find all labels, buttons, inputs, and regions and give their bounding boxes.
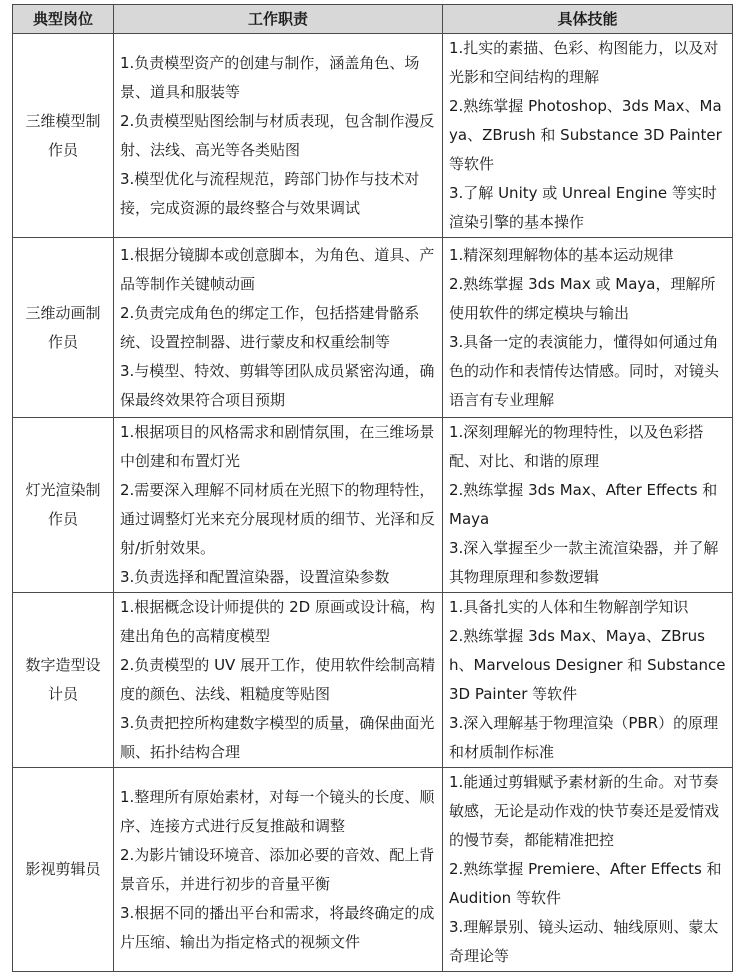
skills-cell	[443, 34, 733, 238]
skills-cell	[443, 238, 733, 418]
header-role: 典型岗位	[13, 5, 114, 34]
skill-item: 3.具备一定的表演能力，懂得如何通过角色的动作和表情传达情感。同时，对镜头语言有专业理解	[449, 332, 720, 409]
skill-item: 3.深入理解基于物理渲染（PBR）的原理和材质制作标准	[449, 714, 719, 761]
job-skills-table	[12, 4, 733, 972]
role-cell: 影视剪辑员	[13, 768, 114, 972]
table-row	[13, 34, 733, 238]
skill-item: 1.能通过剪辑赋予素材新的生命。对节奏敏感，无论是动作戏的快节奏还是爱情戏的慢节奏，都能精准把控	[449, 773, 720, 849]
duty-item: 3.负责把控所构建数字模型的质量，确保曲面光顺、拓扑结构合理	[120, 714, 435, 761]
skill-item: 1.具备扎实的人体和生物解剖学知识	[449, 598, 689, 616]
duty-item: 3.模型优化与流程规范，跨部门协作与技术对接，完成资源的最终整合与效果调试	[120, 169, 420, 217]
duty-item: 1.整理所有原始素材，对每一个镜头的长度、顺序、连接方式进行反复推敲和调整	[120, 787, 435, 835]
skill-item: 2.熟练掌握 3ds Max、Maya、ZBrush、Marvelous Designer 和 Substance 3D Painter 等软件	[449, 627, 726, 703]
role-cell: 数字造型设计员	[13, 593, 114, 768]
skill-item: 3.理解景别、镜头运动、轴线原则、蒙太奇理论等	[449, 918, 719, 965]
table-row	[13, 238, 733, 418]
role-cell: 灯光渲染制作员	[13, 418, 114, 593]
duties-cell	[114, 418, 443, 593]
skills-cell	[443, 768, 733, 972]
duty-item: 3.负责选择和配置渲染器，设置渲染参数	[120, 568, 390, 586]
duty-item: 1.根据分镜脚本或创意脚本，为角色、道具、产品等制作关键帧动画	[120, 245, 435, 293]
skill-item: 2.熟练掌握 3ds Max 或 Maya，理解所使用软件的绑定模块与输出	[449, 274, 716, 322]
duty-item: 1.负责模型资产的创建与制作，涵盖角色、场景、道具和服装等	[120, 53, 420, 101]
header-duties: 工作职责	[114, 5, 443, 34]
duties-cell	[114, 238, 443, 418]
duty-item: 2.需要深入理解不同材质在光照下的物理特性，通过调整灯光来充分展现材质的细节、光泽和反射/折射效果。	[120, 481, 436, 557]
duties-cell	[114, 593, 443, 768]
header-row	[13, 5, 733, 34]
skills-cell	[443, 593, 733, 768]
skill-item: 1.扎实的素描、色彩、构图能力，以及对光影和空间结构的理解	[449, 39, 719, 86]
duties-cell	[114, 768, 443, 972]
skill-item: 2.熟练掌握 Premiere、After Effects 和 Audition 等软件	[449, 860, 722, 907]
header-skills: 具体技能	[443, 5, 733, 34]
skill-item: 3.了解 Unity 或 Unreal Engine 等实时渲染引擎的基本操作	[449, 184, 717, 231]
duty-item: 3.根据不同的播出平台和需求，将最终确定的成片压缩、输出为指定格式的视频文件	[120, 903, 435, 951]
skill-item: 1.深刻理解光的物理特性，以及色彩搭配、对比、和谐的原理	[449, 423, 704, 470]
table-body	[13, 34, 733, 972]
duty-item: 2.负责模型贴图绘制与材质表现，包含制作漫反射、法线、高光等各类贴图	[120, 111, 435, 159]
skills-cell	[443, 418, 733, 593]
skill-item: 3.深入掌握至少一款主流渲染器，并了解其物理原理和参数逻辑	[449, 539, 719, 586]
duty-item: 1.根据项目的风格需求和剧情氛围，在三维场景中创建和布置灯光	[120, 423, 435, 470]
skill-item: 2.熟练掌握 3ds Max、After Effects 和 Maya	[449, 481, 718, 528]
duty-item: 2.为影片铺设环境音、添加必要的音效、配上背景音乐，并进行初步的音量平衡	[120, 845, 435, 893]
skill-item: 1.精深刻理解物体的基本运动规律	[449, 245, 674, 264]
duty-item: 3.与模型、特效、剪辑等团队成员紧密沟通，确保最终效果符合项目预期	[120, 361, 435, 409]
table-row	[13, 768, 733, 972]
role-cell: 三维模型制作员	[13, 34, 114, 238]
table-row	[13, 593, 733, 768]
role-cell: 三维动画制作员	[13, 238, 114, 418]
duty-item: 2.负责完成角色的绑定工作，包括搭建骨骼系统、设置控制器、进行蒙皮和权重绘制等	[120, 303, 420, 351]
duties-cell	[114, 34, 443, 238]
duty-item: 1.根据概念设计师提供的 2D 原画或设计稿，构建出角色的高精度模型	[120, 598, 435, 645]
table-row	[13, 418, 733, 593]
skill-item: 2.熟练掌握 Photoshop、3ds Max、Maya、ZBrush 和 Substance 3D Painter 等软件	[449, 97, 722, 173]
document-page	[12, 4, 732, 972]
duty-item: 2.负责模型的 UV 展开工作，使用软件绘制高精度的颜色、法线、粗糙度等贴图	[120, 656, 436, 703]
table-header	[13, 5, 733, 34]
